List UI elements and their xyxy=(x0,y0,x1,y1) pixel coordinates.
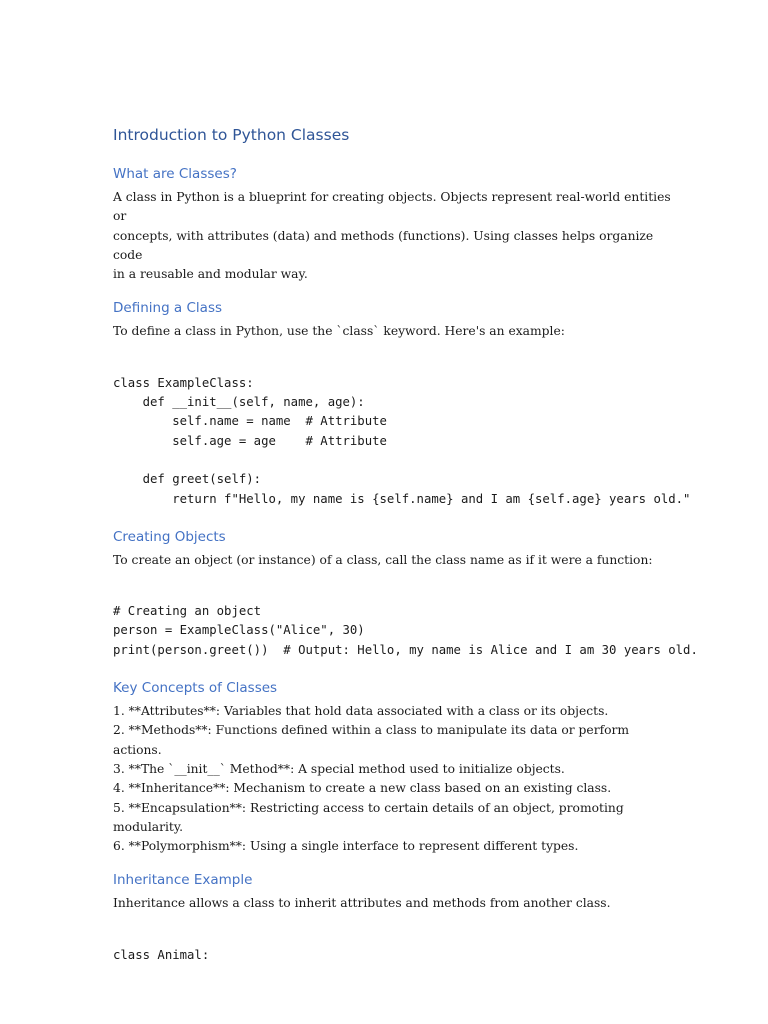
section-text-defining: To define a class in Python, use the `class` keyword. Here's an example: xyxy=(113,324,565,339)
list-item: 5. **Encapsulation**: Restricting access to certain details of an object, promoting modularity. xyxy=(113,800,624,834)
list-item: 6. **Polymorphism**: Using a single interface to represent different types. xyxy=(113,839,579,854)
section-heading-creating: Creating Objects xyxy=(113,528,226,545)
section-heading-what: What are Classes? xyxy=(113,166,237,182)
section-heading-concepts: Key Concepts of Classes xyxy=(113,680,278,697)
section-text-creating: To create an object (or instance) of a class, call the class name as if it were a function: xyxy=(113,552,653,567)
document-page xyxy=(113,124,698,965)
section-heading-inheritance: Inheritance Example xyxy=(113,872,253,889)
list-item: 3. **The `__init__` Method**: A special method used to initialize objects. xyxy=(113,761,565,776)
section-text-what: A class in Python is a blueprint for creating objects. Objects represent real-world entities or concepts, with attributes (data) and methods (functions). Using classes helps organize code in a reusable and modular way. xyxy=(113,190,671,282)
code-block-animal: class Animal: xyxy=(113,947,210,962)
list-item: 4. **Inheritance**: Mechanism to create a new class based on an existing class. xyxy=(113,781,612,796)
list-item: 2. **Methods**: Functions defined within a class to manipulate its data or perform actions. xyxy=(113,723,634,757)
code-block-example-class: class ExampleClass: def __init__(self, name, age): self.name = name # Attribute self.age = age # Attribute def greet(self): return f"Hello, my name is {self.name} and I am {self.age} years old." xyxy=(113,375,691,506)
section-heading-defining: Defining a Class xyxy=(113,300,223,317)
document-title: Introduction to Python Classes xyxy=(113,126,350,144)
list-item: 1. **Attributes**: Variables that hold data associated with a class or its objects. xyxy=(113,704,609,719)
code-block-create-object: # Creating an object person = ExampleClass("Alice", 30) print(person.greet()) # Output: Hello, my name is Alice and I am 30 years old. xyxy=(113,604,698,657)
concepts-list xyxy=(113,702,673,856)
section-text-inheritance: Inheritance allows a class to inherit attributes and methods from another class. xyxy=(113,896,611,911)
